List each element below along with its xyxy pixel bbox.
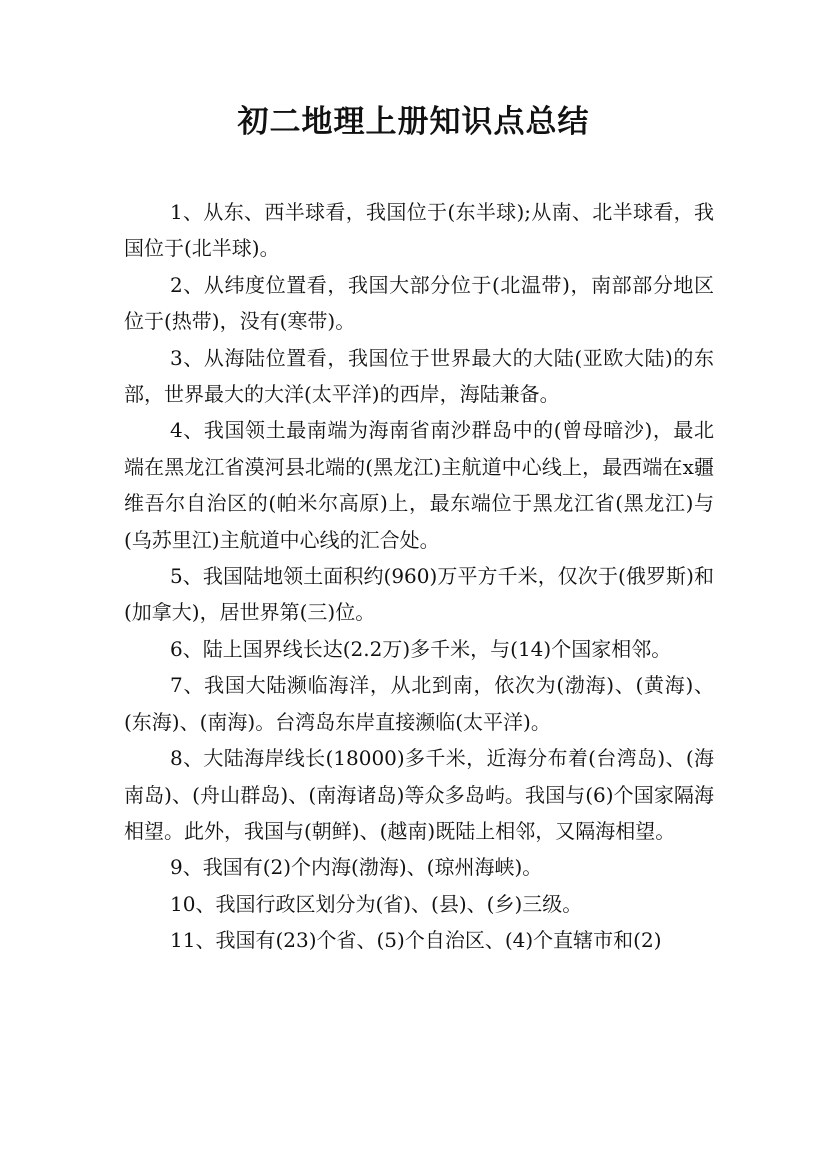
paragraph-8: 8、大陆海岸线长(18000)多千米，近海分布着(台湾岛)、(海南岛)、(舟山群岛)、(南海诸岛)等众多岛屿。我国与(6)个国家隔海相望。此外，我国与(朝鲜)、(越南)既陆上相邻，又隔海相望。 [124, 746, 714, 843]
paragraph-7: 7、我国大陆濒临海洋，从北到南，依次为(渤海)、(黄海)、(东海)、(南海)。台湾岛东岸直接濒临(太平洋)。 [124, 673, 714, 734]
paragraph-4: 4、我国领土最南端为海南省南沙群岛中的(曾母暗沙)，最北端在黑龙江省漠河县北端的(黑龙江)主航道中心线上，最西端在x疆维吾尔自治区的(帕米尔高原)上，最东端位于黑龙江省(黑龙江)与(乌苏里江)主航道中心线的汇合处。 [124, 418, 714, 552]
paragraph-6: 6、陆上国界线长达(2.2万)多千米，与(14)个国家相邻。 [170, 636, 672, 661]
paragraph-1: 1、从东、西半球看，我国位于(东半球);从南、北半球看，我国位于(北半球)。 [124, 200, 714, 261]
paragraph-2: 2、从纬度位置看，我国大部分位于(北温带)，南部部分地区位于(热带)，没有(寒带)。 [124, 272, 714, 334]
paragraph-9: 9、我国有(2)个内海(渤海)、(琼州海峡)。 [170, 855, 543, 880]
paragraph-3: 3、从海陆位置看，我国位于世界最大的大陆(亚欧大陆)的东部，世界最大的大洋(太平洋)的西岸，海陆兼备。 [124, 345, 714, 407]
document-title: 初二地理上册知识点总结 [237, 104, 590, 140]
paragraph-10: 10、我国行政区划分为(省)、(县)、(乡)三级。 [170, 891, 583, 916]
paragraph-5: 5、我国陆地领土面积约(960)万平方千米，仅次于(俄罗斯)和(加拿大)，居世界第(三)位。 [124, 564, 714, 625]
document-body [124, 194, 714, 959]
paragraph-11: 11、我国有(23)个省、(5)个自治区、(4)个直辖市和(2) [170, 928, 662, 953]
